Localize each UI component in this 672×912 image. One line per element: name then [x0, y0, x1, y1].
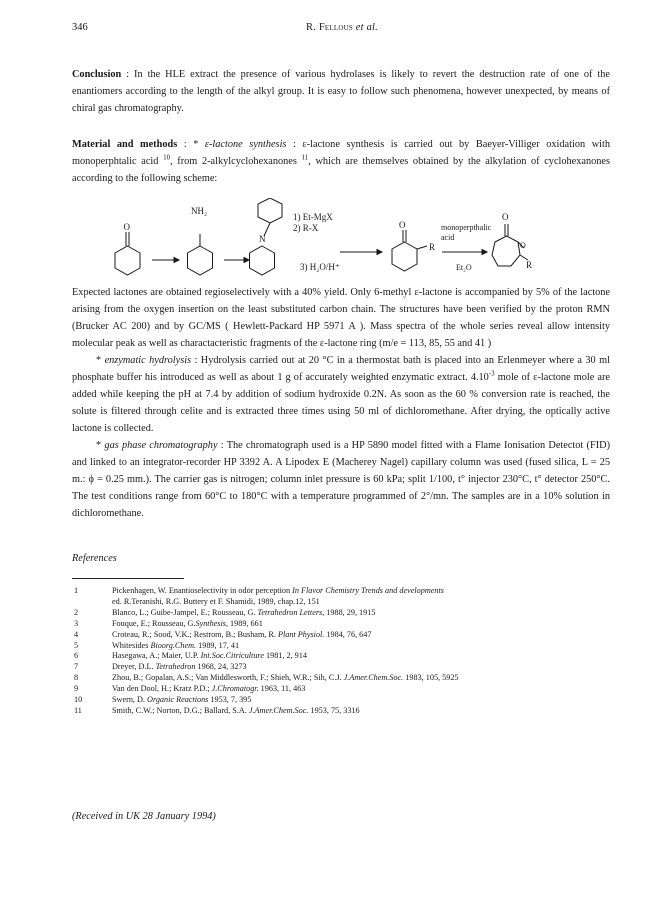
hydrolysis-text-a: : Hydrolysis carried out at 20 °C in a thermostat bath is placed into an Erlenmeyer where a 30 ml phosphate buffer his introduced as well as about 1 g of accurately weighted enzymatic extract. 4.10 — [72, 355, 610, 383]
scheme-step-1: 1) Et-MgX — [293, 212, 333, 222]
chromatography-paragraph — [72, 437, 610, 522]
reference-item — [72, 651, 612, 662]
scheme-solvent: Et₂O — [456, 263, 472, 272]
reference-text: Pickenhagen, W. Enantioselectivity in odor perception — [112, 586, 293, 595]
reference-journal: In Flavor Chemistry Trends and developments — [292, 586, 444, 595]
scheme-r-1: R — [429, 242, 436, 252]
reference-text: ed. R.Teranishi, R.G. Buttery et F. Shamidi, 1989, chap.12, 151 — [112, 596, 320, 606]
scheme-o-ring: O — [520, 241, 526, 250]
scheme-n: N — [259, 234, 266, 244]
reference-item — [72, 673, 612, 684]
results-section — [72, 284, 610, 522]
reference-journal: Tetrahedron Letters — [257, 607, 323, 617]
reference-journal: Tetrahedron — [155, 662, 196, 672]
hydrolysis-exponent: -3 — [488, 369, 495, 378]
hydrolysis-title: enzymatic hydrolysis — [104, 355, 192, 366]
running-head-authors: R. Fellous — [306, 22, 353, 33]
reference-text: Whitesides — [112, 640, 151, 650]
reference-item — [72, 641, 612, 652]
aminocyclohexane-structure — [188, 234, 213, 275]
scheme-reagent-1: monoperpthalic — [441, 223, 492, 232]
page-number: 346 — [72, 22, 88, 33]
reference-journal: J.Chromatogr. — [211, 684, 259, 694]
scheme-reagent-2: acid — [441, 233, 455, 242]
reference-item — [72, 630, 612, 641]
reference-text: 1981, 2, 914 — [263, 651, 307, 661]
results-paragraph: Expected lactones are obtained regioselectively with a 40% yield. Only 6-methyl ε-lactone is accompanied by 5% of the lactone arising from the oxygen insertion on the least substituted carbon chain. The structures have been verified by the proton RMN (Brucker AC 200) and by GC/MS ( Hewlett-Packard HP 5971 A ). Mass spectra of the whole series reveal allow intensity molecular peak as well as charactacteristic fragments of the ε-lactone ring (m/e = 113, 85, 55 and 41 ) — [72, 287, 610, 349]
ref-citation-10: 10 — [163, 153, 171, 162]
reference-number: 2 — [74, 607, 79, 617]
conclusion-paragraph — [72, 66, 610, 117]
reference-number: 8 — [74, 673, 79, 683]
reference-item — [72, 684, 612, 695]
methods-text-c: , which are themselves obtained by the alkylation of cyclohexanones according to the following scheme: — [72, 156, 610, 184]
reaction-scheme — [112, 198, 532, 280]
methods-paragraph — [72, 136, 610, 187]
reference-journal: Plant Physiol. — [277, 629, 325, 639]
reference-item — [72, 608, 612, 619]
reference-item — [72, 619, 612, 630]
reference-text: 1984, 76, 647 — [324, 629, 372, 639]
references-heading: References — [72, 553, 117, 564]
reference-text: Fouque, E.; Rousseau, G. — [112, 618, 196, 628]
reference-text: Dreyer, D.L. — [112, 662, 156, 672]
reference-text: 1953, 75, 3316 — [308, 705, 360, 715]
hydrolysis-star: * — [96, 355, 105, 366]
methods-star: : * — [177, 139, 205, 150]
running-head-etal: et al. — [355, 22, 378, 33]
references-list — [72, 586, 612, 717]
reference-journal: Synthesis — [195, 618, 226, 628]
scheme-step-3: 3) H₂O/H⁺ — [300, 262, 340, 272]
conclusion-label: Conclusion — [72, 69, 122, 80]
reference-number: 10 — [74, 695, 83, 705]
page-header — [72, 22, 612, 38]
reference-text: , 1989, 661 — [225, 618, 263, 628]
reference-number: 1 — [74, 586, 79, 595]
hydrolysis-text-b: mole of ε-lactone mole are added while keeping the pH at 7.4 by addition of sodium hydroxide 0.2N. As soon as the 60 % conversion rate is reached, the solute is filtered through celite and is extracted three times using 50 ml of dichloromethane. After drying, the optically active lactone is collected. — [72, 372, 610, 434]
reference-item — [72, 586, 612, 597]
reference-number: 3 — [74, 618, 79, 628]
chromatography-title: gas phase chromatography — [104, 440, 218, 451]
conclusion-text: : In the HLE extract the presence of various hydrolases is likely to revert the destruction rate of one of the enantiomers according to the length of the alkyl group. It is easy to follow such phenomena, however unexpected, by means of chiral gas chromatography. — [72, 69, 610, 114]
methods-text-b: , from 2-alkylcyclohexanones — [170, 156, 302, 167]
reference-journal: Int.Soc.Citriculture — [200, 651, 264, 661]
running-head — [72, 22, 612, 33]
reference-item — [72, 695, 612, 706]
chromatography-text: : The chromatograph used is a HP 5890 model fitted with a Flame Ionisation Detectot (FID) and linked to an integrator-recorder HP 3392 A. A Lipodex E (Macherey Nagel) capillary column was used (fused silica, L = 25 m.: ϕ = 0.25 mm.). The carrier gas is nitrogen; column inlet pressure is 60 kPa; split 1/100, t° injector 230°C, t° detector 250°C. The test conditions range from 60°C to 180°C with a temperature programmed of 2°/mn. The samples are in a 10% solution in dichloromethane. — [72, 440, 610, 519]
reference-number: 11 — [74, 705, 82, 715]
reference-text: Zhou, B.; Gopalan, A.S.; Van Middlesworth, F.; Shieh, W.R.; Sih, C.J. — [112, 673, 344, 683]
reference-item — [72, 662, 612, 673]
reference-text: 1963, 11, 463 — [258, 684, 306, 694]
reference-item — [72, 597, 612, 608]
scheme-o-1: O — [123, 222, 130, 232]
reference-text: Hasegawa, A.; Maier, U.P. — [112, 651, 201, 661]
reference-text: Blanco, L.; Guibe-Jampel, E.; Rousseau, G. — [112, 607, 258, 617]
reference-item — [72, 706, 612, 717]
reference-text: 1968, 24, 3273 — [195, 662, 247, 672]
cyclohexanone-structure — [115, 232, 140, 275]
reference-text: Croteau, R.; Sood, V.K.; Restrom, B.; Busham, R. — [112, 629, 278, 639]
reference-text: Van den Dool, H.; Kratz P.D.; — [112, 684, 212, 694]
reference-journal: Organic Reactions — [147, 695, 209, 705]
reference-journal: Bioorg.Chem. — [150, 640, 197, 650]
methods-label: Material and methods — [72, 139, 178, 150]
reference-number: 9 — [74, 684, 79, 694]
references-divider — [72, 578, 184, 579]
lactone-synthesis-title: ε-lactone synthesis — [204, 139, 287, 150]
reference-text: 1989, 17, 41 — [196, 640, 240, 650]
ref-citation-11: 11 — [301, 153, 309, 162]
methods-section — [72, 136, 610, 187]
conclusion-section — [72, 66, 610, 117]
reference-number: 5 — [74, 640, 79, 650]
chromatography-star: * — [96, 440, 105, 451]
hydrolysis-paragraph — [72, 352, 610, 437]
reference-journal: J.Amer.Chem.Soc. — [343, 673, 404, 683]
reference-number: 7 — [74, 662, 79, 672]
reference-number: 6 — [74, 651, 79, 661]
reference-text: Swern, D. — [112, 695, 148, 705]
reference-number: 4 — [74, 629, 79, 639]
reference-text: Smith, C.W.; Norton, D.G.; Ballard, S.A. — [112, 705, 249, 715]
methods-text-a: : ε-lactone synthesis is carried out by Baeyer-Villiger oxidation with monoperphtalic acid — [72, 139, 610, 167]
reference-text: , 1988, 29, 1915 — [322, 607, 376, 617]
scheme-step-2: 2) R-X — [293, 223, 319, 233]
reference-text: 1983, 105, 5925 — [403, 673, 459, 683]
scheme-o-2: O — [399, 220, 406, 230]
scheme-nh2: NH₂ — [191, 206, 208, 216]
received-date: (Received in UK 28 January 1994) — [72, 811, 216, 822]
alkylcyclohexanone-structure — [392, 230, 427, 271]
reference-journal: J.Amer.Chem.Soc. — [248, 705, 309, 715]
scheme-o-3: O — [502, 212, 509, 222]
enamine-structure — [250, 198, 283, 275]
reference-text: 1953, 7, 395 — [208, 695, 252, 705]
scheme-r-2: R — [526, 260, 532, 270]
